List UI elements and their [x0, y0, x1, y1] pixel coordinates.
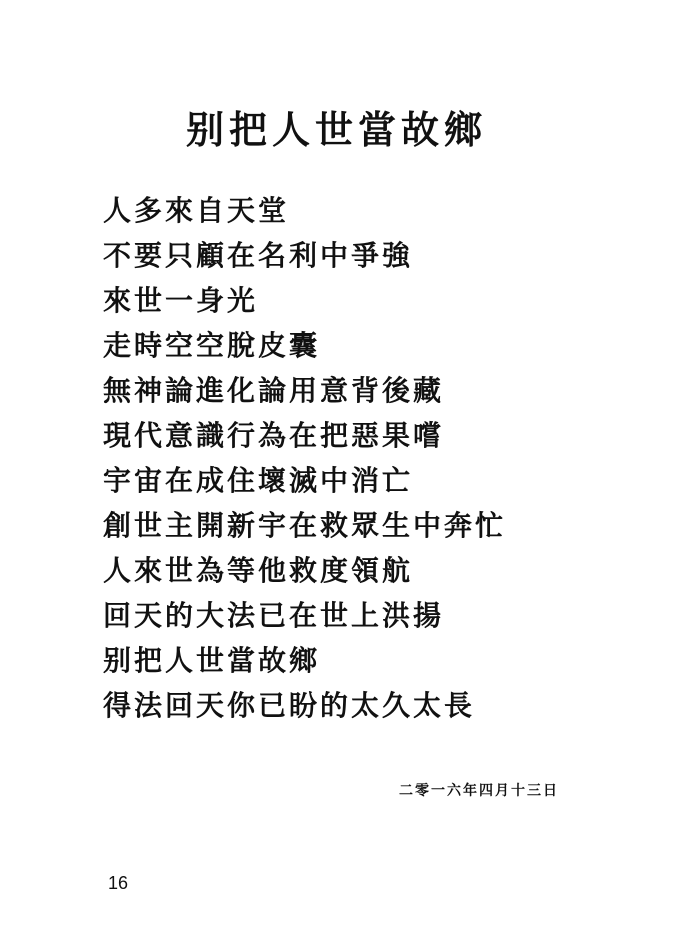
poem-title: 别把人世當故鄉 — [185, 107, 487, 152]
poem-line: 創世主開新宇在救眾生中奔忙 — [103, 509, 507, 542]
poem-line: 人來世為等他救度領航 — [103, 554, 414, 587]
page-number: 16 — [108, 873, 129, 893]
poem-line: 人多來自天堂 — [103, 194, 290, 227]
poem-line: 無神論進化論用意背後藏 — [103, 374, 445, 407]
poem-line: 現代意識行為在把惡果嚐 — [103, 419, 445, 452]
poem-line: 回天的大法已在世上洪揚 — [103, 599, 445, 632]
poem-line: 走時空空脫皮囊 — [103, 329, 321, 362]
poem-line: 别把人世當故鄉 — [103, 644, 321, 677]
poem-date: 二零一六年四月十三日 — [399, 783, 559, 799]
poem-line: 宇宙在成住壞滅中消亡 — [103, 464, 414, 497]
poem-line: 來世一身光 — [103, 284, 259, 317]
poem-body — [103, 188, 506, 728]
poem-line: 不要只顧在名利中爭強 — [103, 239, 414, 272]
poem-line: 得法回天你已盼的太久太長 — [103, 689, 476, 722]
